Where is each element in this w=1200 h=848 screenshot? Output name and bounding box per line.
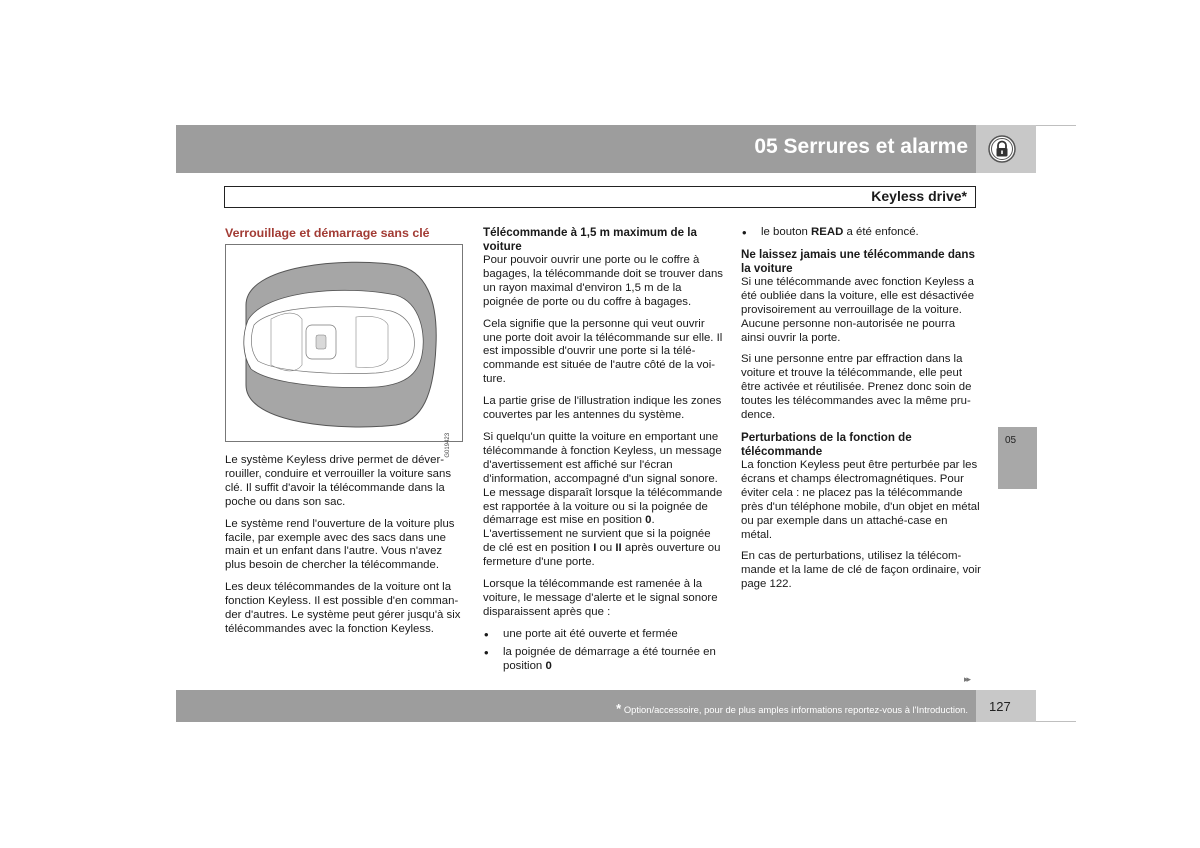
illustration-code: G019423 — [445, 433, 452, 458]
chapter-header-bar — [176, 125, 976, 173]
text-span: . L'avertissement ne survient que si la poignée de clé est en position — [483, 514, 711, 555]
text-span: le bouton — [761, 226, 812, 238]
keyless-coverage-illustration — [225, 244, 463, 458]
paragraph: Les deux télécommandes de la voiture ont la fonction Keyless. Il est possible d'en commander d'autres. Le système peut gérer jusqu'à six télécommandes avec la fonction Keyless. — [225, 581, 461, 635]
chapter-icon-box — [976, 125, 1036, 173]
chapter-side-tab — [998, 427, 1037, 489]
bullet-list — [483, 628, 723, 674]
bold-text: 0 — [645, 514, 652, 527]
paragraph: La partie grise de l'illustration indique les zones couvertes par les antennes du système. — [483, 395, 722, 422]
paragraph: En cas de perturbations, utilisez la télécommande et la lame de clé de façon ordinaire, voir page 122. — [741, 550, 981, 591]
paragraph: Pour pouvoir ouvrir une porte ou le coffre à bagages, la télécommande doit se trouver dans un rayon maximal d'environ 1,5 m de la poignée de porte ou du coffre à bagages. — [483, 254, 723, 308]
bold-text: I — [593, 542, 597, 555]
footer-bar — [176, 690, 976, 722]
list-item — [483, 646, 723, 674]
lock-icon — [988, 135, 1016, 163]
column-3 — [741, 226, 981, 600]
subheading: Ne laissez jamais une télécommande dans la voiture — [741, 247, 975, 275]
text-span: la poignée de démarrage a été tournée en position — [503, 645, 716, 672]
paragraph: Lorsque la télécommande est ramenée à la voiture, le message d'alerte et le signal sonore disparaissent après que : — [483, 578, 718, 618]
section-title: Keyless drive* — [871, 188, 967, 204]
bold-text: READ — [811, 226, 844, 238]
text-span: ou — [596, 542, 616, 555]
car-coverage-diagram — [226, 245, 462, 441]
bold-text: II — [615, 542, 622, 555]
section-title-box — [224, 186, 976, 208]
column-2 — [483, 226, 723, 681]
text-span: après ouverture ou fermeture d'une porte. — [483, 542, 721, 569]
paragraph: La fonction Keyless peut être perturbée par les écrans et champs électromagnétiques. Pour éviter cela : ne placez pas la télécommande près d'un téléphone mobile, d'un objet en métal ou par exemple dans un attaché-case en métal. — [741, 458, 980, 541]
footer-note-text: Option/accessoire, pour de plus amples informations reportez-vous à l'Introduction. — [621, 704, 968, 715]
subheading: Télécommande à 1,5 m maximum de la voiture — [483, 226, 697, 253]
paragraph: Le système Keyless drive permet de déverrouiller, conduire et verrouiller la voiture sans clé. Il suffit d'avoir la télécommande dans la poche ou dans son sac. — [225, 454, 452, 508]
list-item: • une porte ait été ouverte et fermée — [483, 628, 723, 642]
column-1 — [225, 226, 465, 645]
bullet-list — [741, 226, 981, 240]
paragraph — [483, 431, 723, 570]
list-item — [741, 226, 981, 240]
text-span: Si quelqu'un quitte la voiture en emportant une télécommande à fonction Keyless, un message d'avertissement est affiché sur l'écran d'information, accompagné d'un signal sonore. Le message disparaît lorsque la télécommande est rapportée à la voiture ou si la poignée de démarrage est mise en position — [483, 430, 723, 527]
bold-text: 0 — [545, 659, 552, 672]
page-number-box — [976, 690, 1036, 722]
subheading: Perturbations de la fonction de télécommande — [741, 430, 912, 458]
paragraph: Si une personne entre par effraction dans la voiture et trouve la télécommande, elle peut être activée et réutilisée. Prenez donc soin de toutes les télécommandes avec la même prudence. — [741, 353, 972, 422]
paragraph: Cela signifie que la personne qui veut ouvrir une porte doit avoir la télécommande sur elle. Il est impossible d'ouvrir une porte si la télécommande est située de l'autre côté de la voiture. — [483, 317, 723, 386]
footer-rule — [1036, 721, 1076, 722]
section-heading: Verrouillage et démarrage sans clé — [225, 226, 430, 240]
footer-star: * — [616, 701, 622, 716]
text-span: a été enfoncé. — [843, 226, 919, 238]
chapter-title: 05 Serrures et alarme — [754, 135, 968, 158]
continue-arrows-icon: ▸▸ — [964, 674, 970, 684]
page-number: 127 — [989, 699, 1011, 714]
paragraph: Le système rend l'ouverture de la voiture plus facile, par exemple avec des sacs dans une main et un enfant dans l'autre. Vous n'avez plus besoin de chercher la télécommande. — [225, 517, 455, 572]
side-tab-label: 05 — [1005, 435, 1017, 446]
header-rule — [1036, 125, 1076, 126]
paragraph: Si une télécommande avec fonction Keyless a été oubliée dans la voiture, elle est désactivée provisoirement au verrouillage de la voiture. Aucune personne non-autorisée ne pourra ainsi ouvrir la porte. — [741, 275, 975, 344]
footer-note — [616, 701, 968, 716]
